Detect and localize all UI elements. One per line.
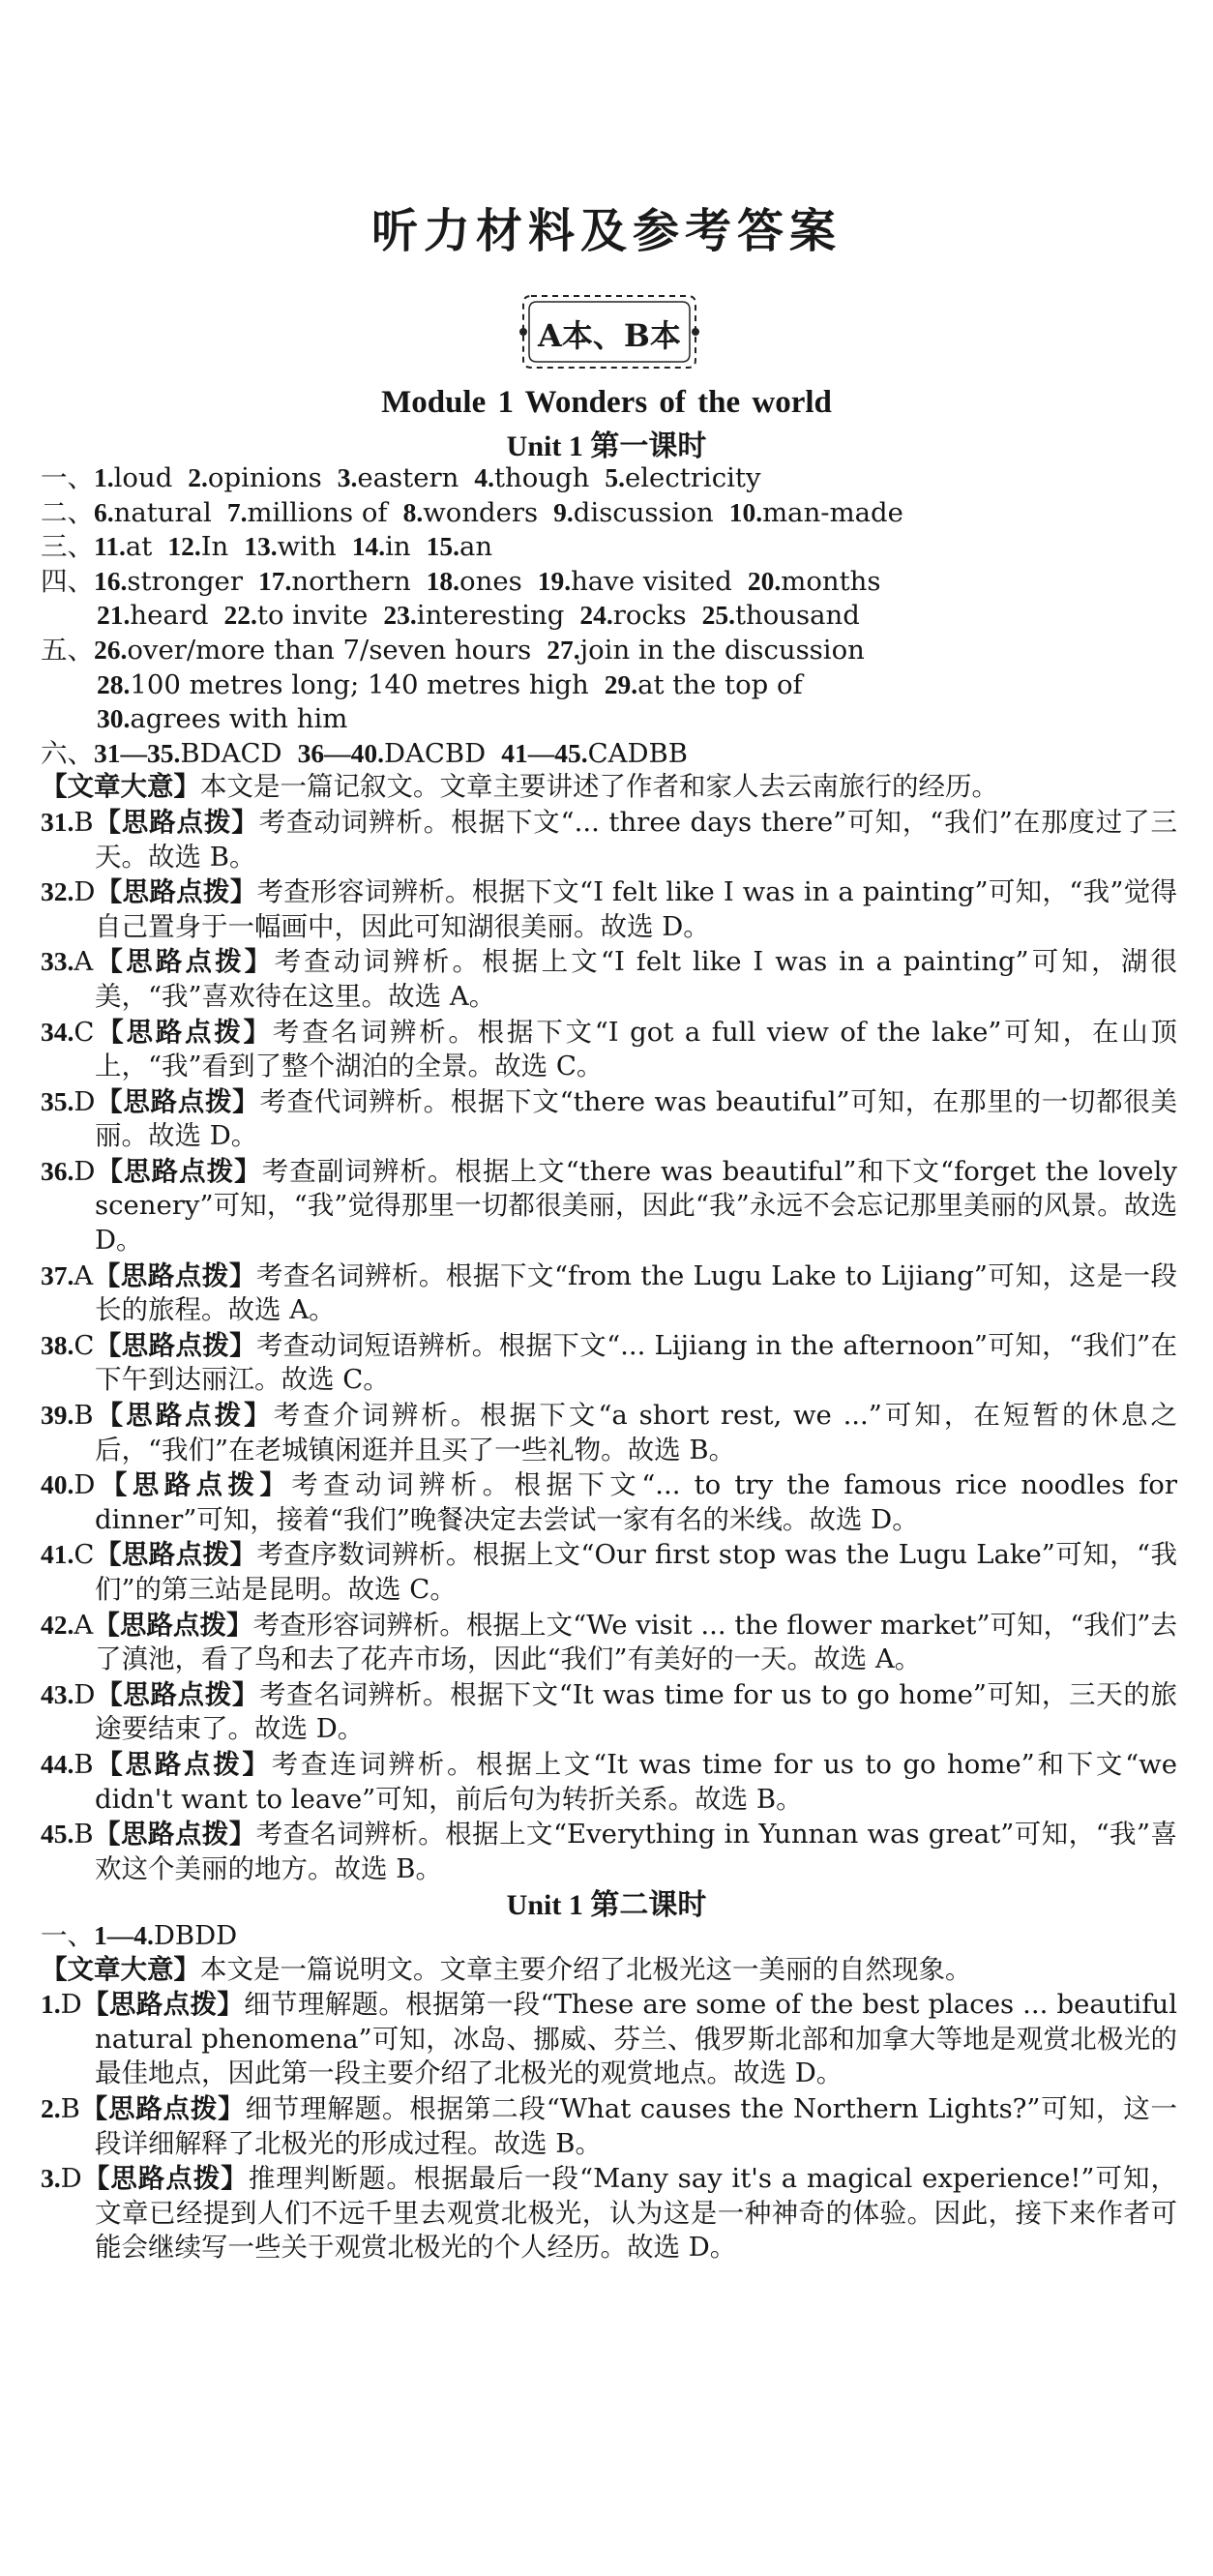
explanation-text: 考查序数词辨析。根据上文“Our first stop was the Lugu Lake”可知，“我们”的第三站是昆明。故选 C。 <box>95 1539 1178 1605</box>
question-number: 30. <box>97 703 131 734</box>
hint-tag: 【思路点拨】 <box>93 1609 253 1641</box>
question-number: 43. <box>41 1678 74 1709</box>
answer-line <box>41 598 1177 633</box>
question-number: 23. <box>383 600 417 631</box>
section-number: 六、 <box>41 737 94 769</box>
answer-text: CADBB <box>587 737 688 769</box>
hint-tag: 【思路点拨】 <box>95 1155 262 1187</box>
section-number: 三、 <box>41 531 94 563</box>
answer-line <box>41 633 1177 667</box>
hint-tag: 【思路点拨】 <box>95 876 257 908</box>
answer-text: ones <box>459 565 522 597</box>
explanation-item <box>41 1817 1177 1886</box>
explanation-text: 考查名词辨析。根据上文“Everything in Yunnan was great”可知，“我”喜欢这个美丽的地方。故选 B。 <box>95 1819 1177 1884</box>
question-number: 41. <box>41 1539 74 1570</box>
explanation-item <box>41 805 1177 874</box>
question-number: 40. <box>41 1469 74 1500</box>
answer-text: rocks <box>612 600 687 632</box>
answer-letter: B <box>60 2092 80 2124</box>
lesson2-content <box>41 1918 1177 2265</box>
summary-text: 本文是一篇记叙文。文章主要讲述了作者和家人去云南旅行的经历。 <box>200 771 998 803</box>
explanation-item <box>41 1398 1177 1467</box>
unit-lesson2-title: Unit 1 第二课时 <box>506 1889 707 1921</box>
answer-text: millions of <box>247 496 388 528</box>
explanation-text: 考查名词辨析。根据下文“I got a full view of the lake”可知，在山顶上，“我”看到了整个湖泊的全景。故选 C。 <box>95 1016 1177 1082</box>
question-number: 2. <box>41 2092 61 2123</box>
hint-tag: 【思路点拨】 <box>94 1016 273 1048</box>
question-number: 2. <box>188 462 208 492</box>
answer-letter: A <box>74 946 94 978</box>
explanation-text: 考查动词短语辨析。根据下文“... Lijiang in the afternoon”可知，“我们”在下午到达丽江。故选 C。 <box>95 1329 1178 1396</box>
explanation-text: 考查名词辨析。根据下文“from the Lugu Lake to Lijiang”可知，这是一段长的旅程。故选 A。 <box>95 1259 1178 1326</box>
answer-letter: D <box>74 1678 96 1710</box>
answer-text: DACBD <box>383 737 487 769</box>
answer-line <box>41 1918 1177 1953</box>
question-number: 4. <box>474 462 494 492</box>
answer-letter: B <box>74 1819 94 1851</box>
hint-tag: 【思路点拨】 <box>94 1539 257 1571</box>
question-number: 22. <box>223 600 257 631</box>
hint-tag: 【思路点拨】 <box>93 946 275 978</box>
question-number: 8. <box>402 496 424 527</box>
question-number: 39. <box>41 1400 74 1431</box>
answer-line <box>41 529 1177 564</box>
question-number: 11. <box>94 531 126 562</box>
answer-text: at the top of <box>637 668 803 700</box>
question-number: 45. <box>41 1819 74 1850</box>
question-number: 26. <box>94 634 128 665</box>
section-number: 一、 <box>41 462 94 493</box>
explanation-item <box>41 2161 1177 2265</box>
section-badge <box>518 290 701 373</box>
answer-text: with <box>277 531 337 563</box>
answer-line <box>41 667 1177 702</box>
section-badge-label: A本、B本 <box>538 317 681 354</box>
question-number: 12. <box>167 531 201 562</box>
question-number: 1—4. <box>94 1920 154 1950</box>
question-number: 5. <box>605 462 625 492</box>
question-number: 27. <box>547 634 580 665</box>
question-number: 20. <box>747 565 782 596</box>
question-number: 3. <box>41 2163 61 2194</box>
answer-text: heard <box>130 600 209 632</box>
question-number: 29. <box>604 668 638 699</box>
question-number: 34. <box>41 1016 74 1047</box>
answer-text: agrees with him <box>130 703 348 735</box>
explanation-item <box>41 1328 1177 1398</box>
question-number: 42. <box>41 1609 74 1640</box>
page-title: 听力材料及参考答案 <box>370 204 842 258</box>
answer-text: opinions <box>207 462 322 493</box>
answer-line <box>41 495 1177 530</box>
lesson1-content <box>41 460 1177 1886</box>
question-number: 6. <box>94 496 114 527</box>
explanation-item <box>41 1747 1177 1817</box>
answer-text: loud <box>113 462 173 493</box>
question-number: 25. <box>701 600 735 631</box>
answer-letter: D <box>74 876 96 908</box>
question-number: 15. <box>426 531 460 562</box>
question-number: 19. <box>537 565 572 596</box>
explanation-text: 推理判断题。根据最后一段“Many say it's a magical experience!”可知，文章已经提到人们不远千里去观赏北极光，认为这是一种神奇的体验。因此，接下来作者可能会继续写一些关于观赏北极光的个人经历。故选 D。 <box>95 2163 1177 2264</box>
answer-text: interesting <box>416 600 565 632</box>
question-number: 28. <box>97 668 131 699</box>
explanation-text: 考查副词辨析。根据上文“there was beautiful”和下文“forget the lovely scenery”可知，“我”觉得那里一切都很美丽，因此“我”永远不会忘记那里美丽的风景。故选 D。 <box>95 1155 1178 1257</box>
question-number: 10. <box>728 496 763 527</box>
explanation-item <box>41 1154 1177 1258</box>
explanation-text: 细节理解题。根据第二段“What causes the Northern Lights?”可知，这一段详细解释了北极光的形成过程。故选 B。 <box>95 2092 1177 2159</box>
answer-text: join in the discussion <box>579 634 865 666</box>
answer-line <box>41 460 1177 495</box>
answer-letter: B <box>74 1748 94 1780</box>
question-number: 31—35. <box>94 737 181 768</box>
summary-tag: 【文章大意】 <box>41 1953 200 1985</box>
hint-tag: 【思路点拨】 <box>93 1259 256 1291</box>
explanation-item <box>41 1537 1177 1607</box>
explanation-text: 考查代词辨析。根据下文“there was beautiful”可知，在那里的一切都很美丽。故选 D。 <box>95 1085 1178 1152</box>
answer-letter: C <box>74 1539 95 1571</box>
answer-letter: D <box>74 1155 96 1187</box>
question-number: 38. <box>41 1329 74 1360</box>
question-number: 41—45. <box>501 737 588 768</box>
answer-text: electricity <box>624 462 761 493</box>
answer-text: wonders <box>423 496 539 528</box>
question-number: 16. <box>94 565 128 596</box>
answer-text: months <box>781 565 881 597</box>
answer-text: discussion <box>573 496 714 528</box>
question-number: 9. <box>553 496 574 527</box>
section-number: 一、 <box>41 1920 94 1951</box>
unit-lesson1-title: Unit 1 第一课时 <box>506 430 707 462</box>
answer-text: have visited <box>571 565 732 597</box>
answer-letter: B <box>74 1400 94 1432</box>
answer-letter: C <box>74 1329 95 1361</box>
question-number: 24. <box>579 600 613 631</box>
answer-line <box>41 736 1177 771</box>
answer-text: at <box>125 531 153 563</box>
explanation-text: 考查动词辨析。根据下文“... three days there”可知，“我们”在那度过了三天。故选 B。 <box>95 806 1178 873</box>
question-number: 18. <box>426 565 460 596</box>
answer-text: in <box>385 531 411 563</box>
answer-text: man-made <box>762 496 903 528</box>
question-number: 21. <box>97 600 131 631</box>
explanation-item <box>41 2091 1177 2161</box>
explanation-item <box>41 1015 1177 1084</box>
answer-letter: D <box>60 1989 82 2021</box>
hint-tag: 【思路点拨】 <box>93 1400 274 1432</box>
explanation-item <box>41 944 1177 1014</box>
explanation-item <box>41 1677 1177 1747</box>
answer-text: though <box>493 462 590 493</box>
explanation-text: 考查动词辨析。根据下文“... to try the famous rice noodles for dinner”可知，接着“我们”晚餐决定去尝试一家有名的米线。故选 D。 <box>95 1469 1177 1535</box>
answer-text: thousand <box>734 600 860 632</box>
hint-tag: 【思路点拨】 <box>95 1085 260 1117</box>
hint-tag: 【思路点拨】 <box>79 2092 246 2124</box>
hint-tag: 【思路点拨】 <box>93 1748 272 1780</box>
question-number: 1. <box>94 462 114 492</box>
question-number: 1. <box>41 1989 61 2020</box>
explanation-item <box>41 1467 1177 1537</box>
answer-letter: A <box>74 1609 94 1641</box>
answer-text: to invite <box>256 600 369 632</box>
explanation-item <box>41 1987 1177 2091</box>
answer-letter: B <box>74 806 94 838</box>
explanation-text: 考查形容词辨析。根据下文“I felt like I was in a painting”可知，“我”觉得自己置身于一幅画中，因此可知湖很美丽。故选 D。 <box>95 876 1178 942</box>
question-number: 17. <box>257 565 292 596</box>
explanation-text: 考查形容词辨析。根据上文“We visit ... the flower market”可知，“我们”去了滇池，看了鸟和去了花卉市场，因此“我们”有美好的一天。故选 A。 <box>95 1609 1177 1675</box>
question-number: 44. <box>41 1748 74 1779</box>
question-number: 36—40. <box>297 737 384 768</box>
summary-tag: 【文章大意】 <box>41 771 200 803</box>
answer-letter: C <box>74 1016 95 1048</box>
section-number: 四、 <box>41 565 94 597</box>
explanation-text: 考查连词辨析。根据上文“It was time for us to go home”和下文“we didn't want to leave”可知，前后句为转折关系。故选 B。 <box>95 1748 1177 1815</box>
section-number: 二、 <box>41 496 94 528</box>
answer-text: DBDD <box>153 1920 238 1951</box>
section-number: 五、 <box>41 634 94 666</box>
answer-text: natural <box>113 496 212 528</box>
explanation-text: 细节理解题。根据第一段“These are some of the best places ... beautiful natural phenomena”可知，冰岛、挪威、芬兰、俄罗斯北部和加拿大等地是观赏北极光的最佳地点，因此第一段主要介绍了北极光的观赏地点。故选 D。 <box>95 1989 1177 2089</box>
hint-tag: 【思路点拨】 <box>93 806 259 838</box>
answer-letter: D <box>74 1085 96 1117</box>
question-number: 32. <box>41 876 74 907</box>
hint-tag: 【思路点拨】 <box>81 2163 249 2195</box>
hint-tag: 【思路点拨】 <box>94 1329 256 1361</box>
module-title: Module 1 Wonders of the world <box>381 385 832 420</box>
hint-tag: 【思路点拨】 <box>95 1678 260 1710</box>
explanation-item <box>41 1608 1177 1677</box>
answer-line <box>41 564 1177 599</box>
explanation-text: 考查名词辨析。根据下文“It was time for us to go home”可知，三天的旅途要结束了。故选 D。 <box>95 1678 1177 1745</box>
article-summary <box>41 770 1177 805</box>
question-number: 33. <box>41 946 74 977</box>
answer-letter: D <box>74 1469 96 1501</box>
question-number: 7. <box>226 496 248 527</box>
answer-text: 100 metres long; 140 metres high <box>130 668 589 700</box>
answer-text: northern <box>291 565 411 597</box>
summary-text: 本文是一篇说明文。文章主要介绍了北极光这一美丽的自然现象。 <box>200 1953 972 1985</box>
answer-letter: D <box>60 2163 82 2195</box>
hint-tag: 【思路点拨】 <box>93 1819 256 1851</box>
hint-tag: 【思路点拨】 <box>81 1989 245 2021</box>
answer-line <box>41 701 1177 736</box>
answer-text: eastern <box>357 462 459 493</box>
hint-tag: 【思路点拨】 <box>95 1469 292 1501</box>
question-number: 13. <box>244 531 278 562</box>
question-number: 3. <box>337 462 358 492</box>
answer-text: over/more than 7/seven hours <box>127 634 532 666</box>
explanation-text: 考查动词辨析。根据上文“I felt like I was in a painting”可知，湖很美，“我”喜欢待在这里。故选 A。 <box>95 946 1177 1012</box>
answer-text: In <box>200 531 229 563</box>
explanation-item <box>41 1258 1177 1328</box>
explanation-item <box>41 874 1177 944</box>
question-number: 36. <box>41 1155 74 1186</box>
question-number: 35. <box>41 1085 74 1116</box>
answer-text: BDACD <box>180 737 282 769</box>
article-summary <box>41 1953 1177 1988</box>
explanation-item <box>41 1084 1177 1154</box>
question-number: 37. <box>41 1259 74 1290</box>
question-number: 14. <box>351 531 386 562</box>
question-number: 31. <box>41 806 74 837</box>
explanation-text: 考查介词辨析。根据下文“a short rest, we ...”可知，在短暂的休息之后，“我们”在老城镇闲逛并且买了一些礼物。故选 B。 <box>95 1400 1177 1466</box>
answer-text: an <box>459 531 493 563</box>
answer-text: stronger <box>127 565 243 597</box>
answer-letter: A <box>74 1259 94 1291</box>
